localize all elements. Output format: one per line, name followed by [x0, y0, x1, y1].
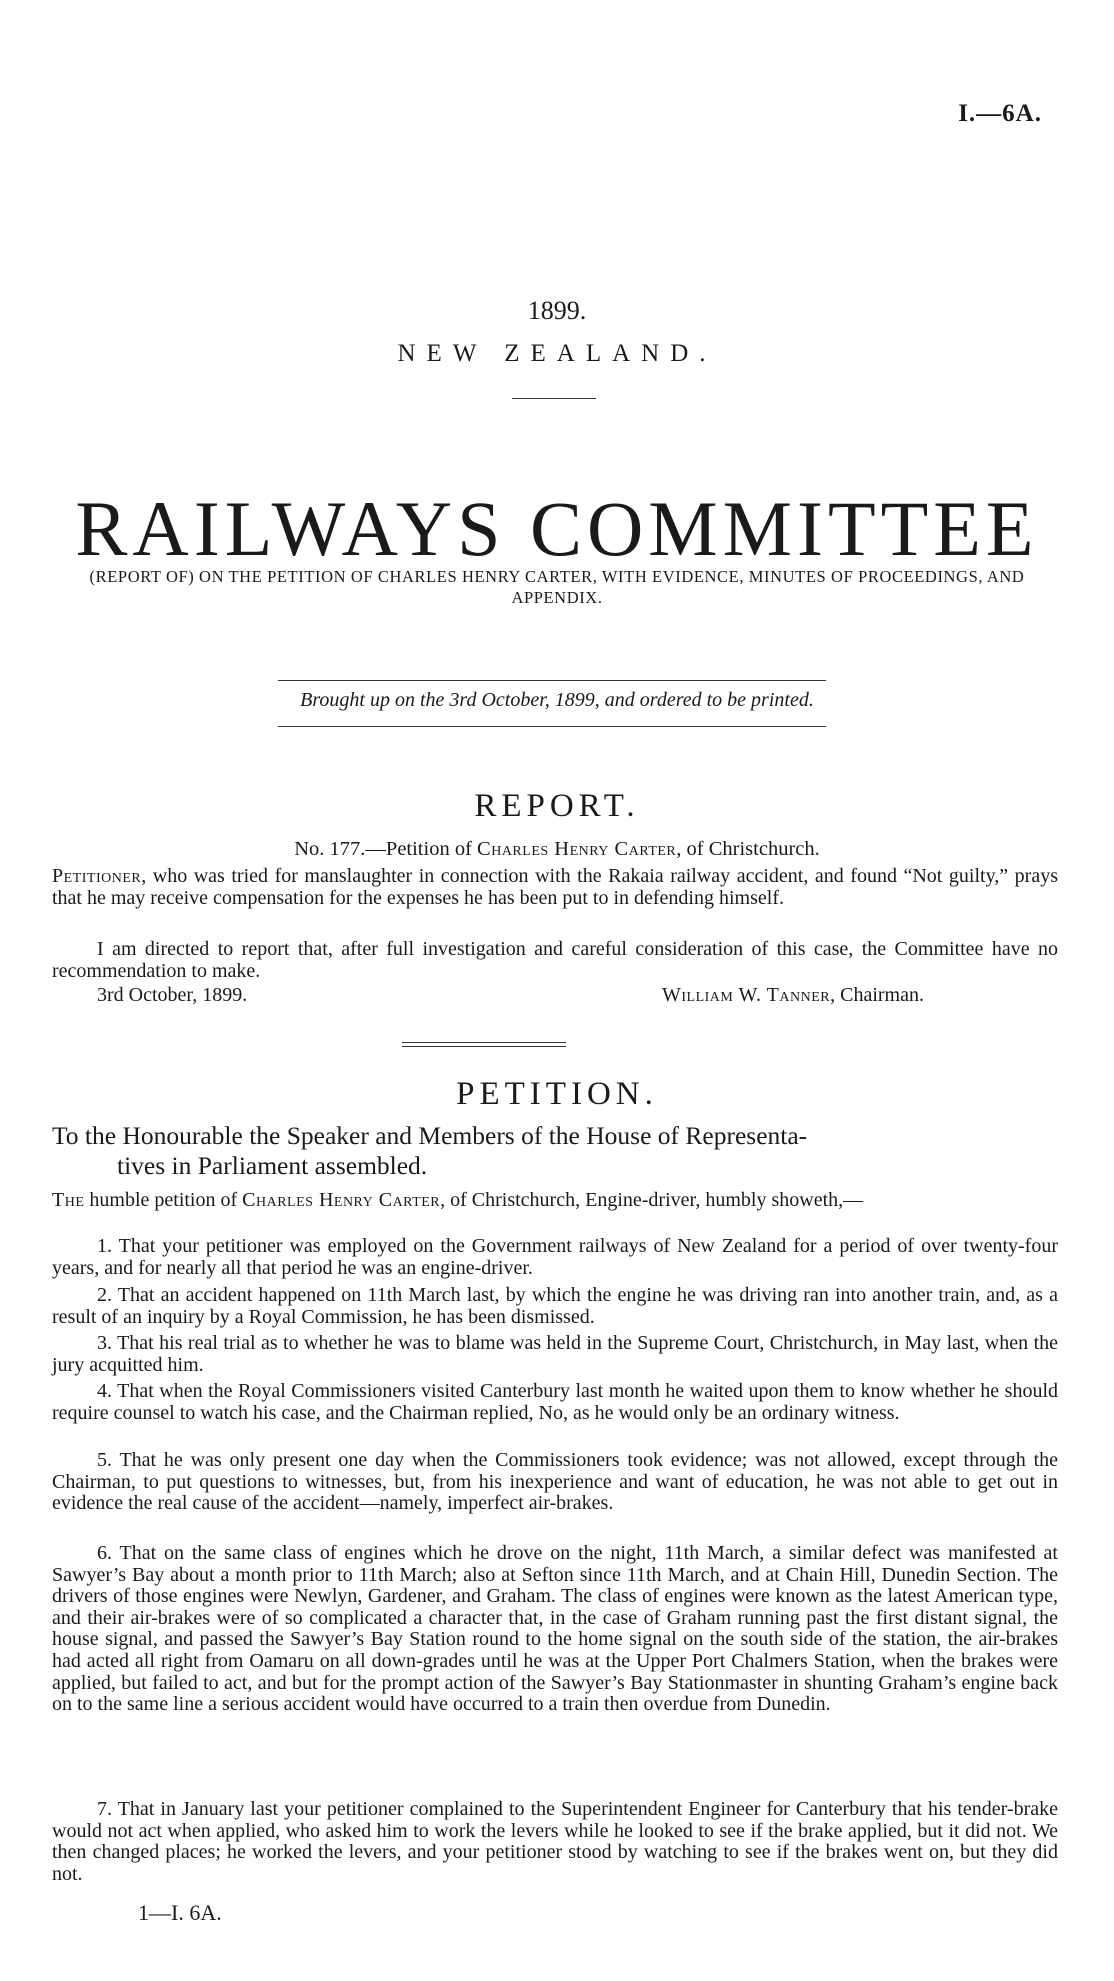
address-line-1: To the Honourable the Speaker and Members of the House of Representa-: [52, 1121, 808, 1150]
petition-number: [0, 838, 1114, 861]
year: 1899.: [527, 296, 587, 325]
petition-item-3: 3. That his real trial as to whether he was to blame was held in the Supreme Court, Christchurch, in May last, when the jury acquitted him.: [52, 1332, 1058, 1376]
petition-item-7: 7. That in January last your petitioner complained to the Superintendent Engineer for Canterbury that his tender-brake would not act when applied, who asked him to work the levers while he looked to see if the brake applied, but it did not. We then changed places; he worked the levers, and your petitioner stood by watching to see if the brakes went on, but they did not.: [52, 1798, 1058, 1885]
brought-up-note: Brought up on the 3rd October, 1899, and ordered to be printed.: [300, 689, 814, 711]
petition-heading: PETITION.: [456, 1076, 658, 1112]
divider-bottom: [278, 726, 826, 727]
double-rule-top: [402, 1042, 566, 1043]
petition-item-6: 6. That on the same class of engines which he drove on the night, 11th March, a similar defect was manifested at Sawyer’s Bay about a month prior to 11th March; also at Sefton since 11th March, and at Chain Hill, Dunedin Section. The drivers of those engines were Newlyn, Gardener, and Graham. The class of engines were known as the latest American type, and their air-brakes were of so complicated a character that, in the case of Graham running past the first distant signal, the house signal, and passed the Sawyer’s Bay Station round to the home signal on the south side of the station, the air-brakes had acted all right from Oamaru on all down-grades until he was at the Upper Port Chalmers Station, when the brakes were applied, but failed to act, and but for the prompt action of the Sawyer’s Bay Stationmaster in shunting Graham’s engine back on to the same line a serious accident would have occurred to a train then overdue from Dunedin.: [52, 1542, 1058, 1716]
address-line-2: tives in Parliament assembled.: [117, 1151, 428, 1180]
signature: [662, 984, 924, 1007]
report-date: 3rd October, 1899.: [97, 984, 248, 1006]
petition-intro-text: humble petition of: [84, 1189, 243, 1211]
double-rule-bottom: [402, 1046, 566, 1047]
petition-intro-name: Charles Henry Carter: [242, 1189, 441, 1211]
report-paragraph-text: , who was tried for manslaughter in connection with the Rakaia railway accident, and found “Not guilty,” prays that he may receive compensation for the expenses he has been put to in defending himself.: [52, 865, 1058, 909]
page-reference: I.—6A.: [958, 100, 1042, 127]
report-heading: REPORT.: [474, 788, 640, 824]
country: NEW ZEALAND.: [397, 340, 717, 367]
petition-address: [52, 1121, 1058, 1181]
petition-place: , of Christchurch.: [676, 838, 820, 860]
report-paragraph: [52, 866, 1058, 909]
subtitle: (REPORT OF) ON THE PETITION OF CHARLES HENRY CARTER, WITH EVIDENCE, MINUTES OF PROCEEDINGS, AND APPENDIX.: [89, 567, 1025, 607]
petition-intro: [52, 1190, 1058, 1212]
divider-top: [278, 680, 826, 681]
petition-item-5: 5. That he was only present one day when the Commissioners took evidence; was not allowed, except through the Chairman, to put questions to witnesses, but, from his inexperience and want of education, he was not able to get out in evidence the real cause of the accident—namely, imperfect air-brakes.: [52, 1449, 1058, 1515]
petition-intro-text-2: , of Christchurch, Engine-driver, humbly showeth,—: [440, 1189, 864, 1211]
petition-item-1: 1. That your petitioner was employed on the Government railways of New Zealand for a period of over twenty-four years, and for nearly all that period he was an engine-driver.: [52, 1235, 1058, 1279]
main-title: RAILWAYS COMMITTEE: [75, 485, 1039, 572]
petition-item-4: 4. That when the Royal Commissioners visited Canterbury last month he waited upon them to know whether he should require counsel to watch his case, and the Chairman replied, No, as he would only be an ordinary witness.: [52, 1380, 1058, 1424]
signatory-name: William W. Tanner: [662, 984, 831, 1006]
signatory-title: , Chairman.: [830, 984, 924, 1006]
petitioner-name: Charles Henry Carter: [477, 838, 677, 860]
report-lead-word: Petitioner: [52, 865, 142, 887]
petition-number-text: No. 177.—Petition of: [294, 838, 472, 860]
petition-item-2: 2. That an accident happened on 11th March last, by which the engine he was driving ran into another train, and, as a result of an inquiry by a Royal Commission, he has been dismissed.: [52, 1284, 1058, 1328]
short-rule: [512, 398, 596, 399]
report-recommendation: I am directed to report that, after full investigation and careful consideration of this case, the Committee have no recommendation to make.: [52, 938, 1058, 982]
folio: 1—I. 6A.: [138, 1900, 222, 1925]
petition-intro-lead: The: [52, 1189, 85, 1211]
